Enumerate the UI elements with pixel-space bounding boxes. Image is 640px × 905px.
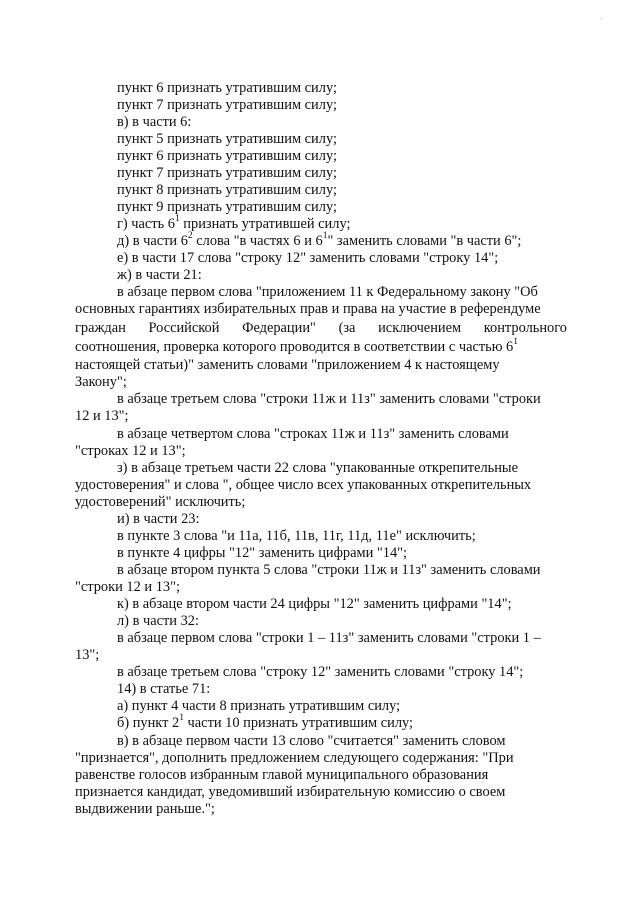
text-line: "строках 12 и 13"; (75, 443, 186, 459)
paragraph: а) пункт 4 части 8 признать утратившим силу; (117, 698, 401, 714)
text-line: соотношения, проверка которого проводится в соответствии с частью $6^1$ (75, 337, 518, 355)
paragraph: ж) в части 21: (117, 267, 202, 283)
text-line: в абзаце третьем слова "строки 11ж и 11з" заменить словами "строки (117, 391, 541, 407)
text-line: з) в абзаце третьем части 22 слова "упакованные открепительные (117, 460, 518, 476)
paragraph: д) в части $6^2$ слова "в частях 6 и $6^1$" заменить словами "в части 6"; (117, 231, 522, 249)
text-line: в) в абзаце первом части 13 слово "считается" заменить словом (117, 733, 506, 749)
margin-mark: · (600, 14, 603, 24)
text-line: признается кандидат, уведомивший избирательную комиссию о своем (75, 784, 506, 800)
text-line: выдвижении раньше."; (75, 801, 215, 817)
text-line: удостоверений" исключить; (75, 494, 246, 510)
paragraph: пункт 6 признать утратившим силу; (117, 148, 337, 164)
text-line: в абзаце втором пункта 5 слова "строки 11ж и 11з" заменить словами (117, 562, 541, 578)
paragraph: 14) в статье 71: (117, 681, 211, 697)
paragraph: е) в части 17 слова "строку 12" заменить словами "строку 14"; (117, 250, 499, 266)
paragraph: в абзаце третьем слова "строку 12" заменить словами "строку 14"; (117, 664, 524, 680)
text-line: Закону"; (75, 374, 127, 390)
text-line: в абзаце четвертом слова "строках 11ж и 11з" заменить словами (117, 426, 509, 442)
text-line: в абзаце первом слова "приложением 11 к Федеральному закону "Об (117, 284, 538, 300)
paragraph: к) в абзаце втором части 24 цифры "12" заменить цифрами "14"; (117, 596, 512, 612)
text-line: основных гарантиях избирательных прав и права на участие в референдуме (75, 301, 541, 317)
paragraph: г) часть $6^1$ признать утратившей силу; (117, 214, 351, 232)
text-line: 12 и 13"; (75, 408, 129, 424)
text-line: равенстве голосов избранным главой муниципального образования (75, 767, 489, 783)
paragraph: пункт 9 признать утратившим силу; (117, 199, 337, 215)
paragraph: в пункте 3 слова "и 11а, 11б, 11в, 11г, 11д, 11е" исключить; (117, 528, 476, 544)
paragraph: б) пункт $2^1$ части 10 признать утратившим силу; (117, 713, 414, 731)
text-line: в абзаце первом слова "строки 1 – 11з" заменить словами "строки 1 – (117, 630, 541, 646)
text-line: настоящей статьи)" заменить словами "приложением 4 к настоящему (75, 357, 500, 373)
paragraph: в) в части 6: (117, 114, 192, 130)
text-line: 13"; (75, 647, 100, 663)
paragraph: в пункте 4 цифры "12" заменить цифрами "14"; (117, 545, 408, 561)
paragraph: и) в части 23: (117, 511, 200, 527)
paragraph: пункт 7 признать утратившим силу; (117, 165, 337, 181)
text-line: граждан Российской Федерации" (за исключением контрольного (75, 320, 567, 336)
paragraph: пункт 5 признать утратившим силу; (117, 131, 337, 147)
paragraph: пункт 7 признать утратившим силу; (117, 97, 337, 113)
text-line: "строки 12 и 13"; (75, 579, 180, 595)
paragraph: пункт 8 признать утратившим силу; (117, 182, 337, 198)
paragraph: пункт 6 признать утратившим силу; (117, 80, 337, 96)
paragraph: л) в части 32: (117, 613, 199, 629)
text-line: "признается", дополнить предложением следующего содержания: "При (75, 750, 514, 766)
text-line: удостоверения" и слова ", общее число всех упакованных открепительных (75, 477, 532, 493)
